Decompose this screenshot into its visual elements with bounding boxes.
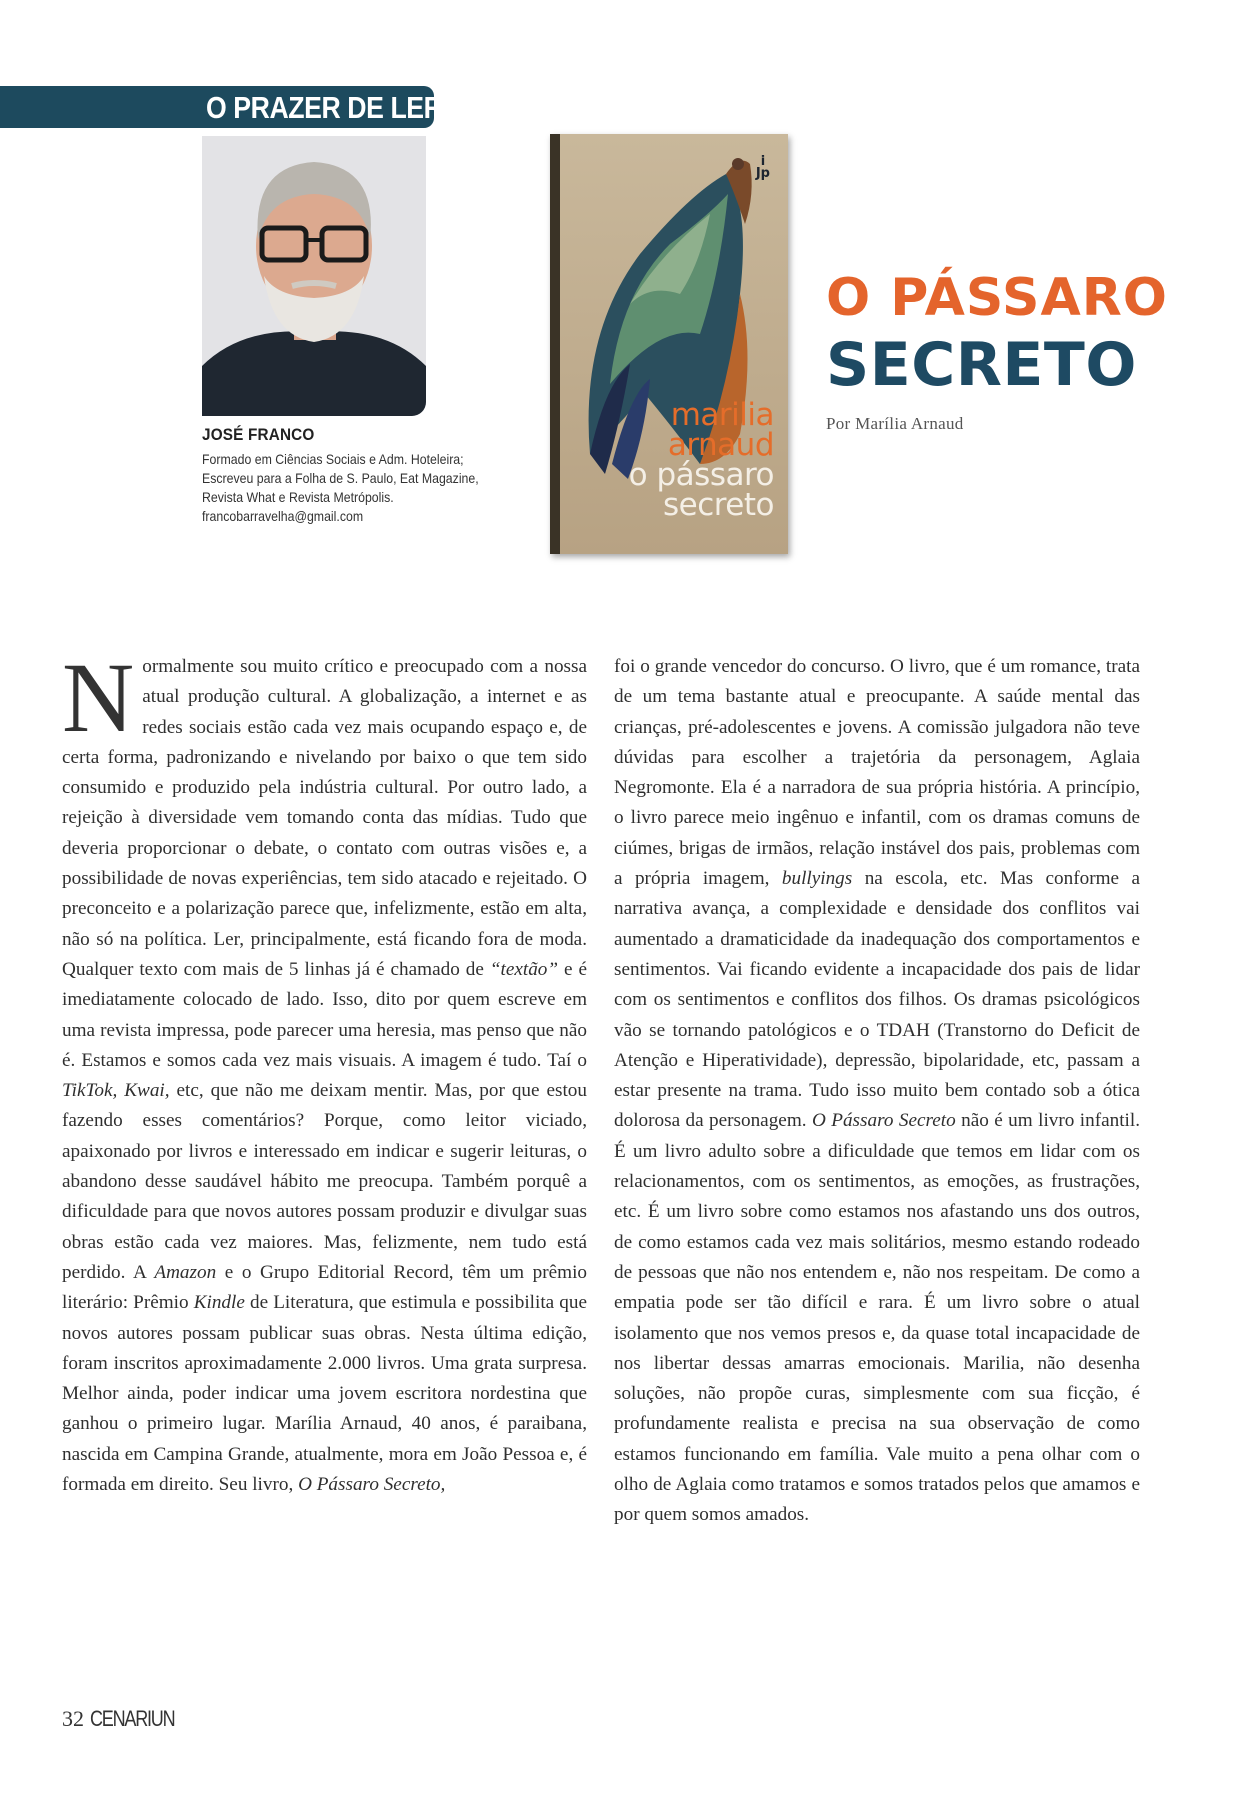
cover-title [628, 397, 774, 523]
cover-title-line: secreto [662, 487, 774, 523]
author-bio-line: Escreveu para a Folha de S. Paulo, Eat Magazine, [202, 470, 479, 486]
article-column-left [62, 642, 588, 1500]
paragraph-text: etc, que não me deixam mentir. Mas, por que estou fazendo esses comentários? Porque, como leitor viciado, apaixonado por livros e interessado em indicar e sugerir leituras, o abandono desse saudável hábito me preocupa. Também porquê a dificuldade para que novos autores possam produzir e divulgar suas obras estão cada vez maiores. Mas, felizmente, nem tudo está perdido. A [62, 1080, 587, 1283]
article-byline: Por Marília Arnaud [826, 414, 964, 433]
book-cover [550, 134, 788, 554]
emphasis-text: Amazon [154, 1261, 217, 1283]
emphasis-text: O Pássaro Secreto, [298, 1474, 446, 1496]
cover-author-line: arnaud [667, 427, 774, 463]
paragraph-text: e é imediatamente colocado de lado. Isso, dito por quem escreve em uma revista impressa, pode parecer uma heresia, mas penso que não é. Estamos e somos cada vez mais visuais. A imagem é tudo. Taí o [62, 958, 588, 1071]
paragraph-text: e o Grupo Editorial Record, têm um prêmio literário: Prêmio [62, 1261, 588, 1314]
article-title-line2: SECRETO [826, 330, 1137, 400]
emphasis-text: O Pássaro Secreto [811, 1110, 956, 1132]
emphasis-text: “textão” [489, 958, 559, 980]
author-portrait-icon [202, 136, 426, 416]
author-photo [202, 136, 426, 416]
cover-title-line: o pássaro [628, 457, 774, 493]
page-footer [62, 1706, 193, 1732]
cover-author-line: marilia [670, 397, 774, 433]
drop-cap: N [62, 642, 135, 753]
section-banner [0, 86, 443, 128]
emphasis-text: TikTok, Kwai, [62, 1080, 170, 1102]
article-title-line1: O PÁSSARO [826, 268, 1168, 328]
paragraph-text: não é um livro infantil. É um livro adulto sobre a dificuldade que temos em lidar com os relacionamentos, com os sentimentos, as emoções, as frustrações, etc. É um livro sobre como estamos nos afastando uns dos outros, de como estamos cada vez mais solitários, mesmo estando rodeado de pessoas que não nos entendem e, não nos respeitam. De como a empatia pode ser tão difícil e rara. É um livro sobre o atual isolamento que nos vemos presos e, da quase total incapacidade de nos libertar dessas amarras emocionais. Marilia, não desenha soluções, não propõe curas, simplesmente com sua ficção, é profundamente realista e precisa na sua observação de como estamos funcionando em família. Vale muito a pena olhar com o olho de Aglaia como tratamos e somos tratados pelos que amamos e por quem somos amados. [614, 1110, 1140, 1526]
section-title: O PRAZER DE LER [206, 90, 443, 125]
magazine-logo: CENARIUN [90, 1706, 175, 1731]
paragraph-text: ormalmente sou muito crítico e preocupado com a nossa atual produção cultural. A globalização, a internet e as redes sociais estão cada vez mais ocupando espaço e, de certa forma, padronizando e nivelando por baixo o que tem sido consumido e produzido pela indústria cultural. Por outro lado, a rejeição à diversidade vem tomando conta das mídias. Tudo que deveria proporcionar o debate, o contato com outras visões e, a possibilidade de novas experiências, tem sido atacado e rejeitado. O preconceito e a polarização parece que, infelizmente, estão em alta, não só na política. Ler, principalmente, está ficando fora de moda. Qualquer texto com mais de 5 linhas já é chamado de [62, 656, 587, 980]
paragraph-text: na escola, etc. Mas conforme a narrativa avança, a complexidade e densidade dos conflitos vai aumentado a dramaticidade da inadequação dos comportamentos e sentimentos. Vai ficando evidente a incapacidade dos pais de lidar com os sentimentos e conflitos dos filhos. Os dramas psicológicos vão se tornando patológicos e o TDAH (Transtorno do Deficit de Atenção e Hiperatividade), depressão, bipolaridade, etc, passam a estar presente na trama. Tudo isso muito bem contado sob a ótica dolorosa da personagem. [614, 868, 1141, 1132]
author-bio [202, 450, 536, 526]
paragraph-text: foi o grande vencedor do concurso. O livro, que é um romance, trata de um tema bastante atual e preocupante. A saúde mental das crianças, pré-adolescentes e jovens. A comissão julgadora não teve dúvidas para escolher a trajetória da personagem, Aglaia Negromonte. Ela é a narradora de sua própria história. A princípio, o livro parece meio ingênuo e infantil, com os dramas comuns de ciúmes, brigas de irmãos, relação instável dos pais, problemas com a própria imagem, [614, 656, 1140, 890]
publisher-mark: i Jp [755, 154, 770, 181]
author-email: francobarravelha@gmail.com [202, 508, 364, 524]
emphasis-text: bullyings [781, 868, 853, 890]
page-number: 32 [62, 1706, 84, 1731]
emphasis-text: Kindle [193, 1292, 245, 1314]
paragraph-text: de Literatura, que estimula e possibilita que novos autores possam publicar suas obras. Nesta última edição, foram inscritos aproximadamente 2.000 livros. Uma grata surpresa. Melhor ainda, poder indicar uma jovem escritora nordestina que ganhou o primeiro lugar. Marília Arnaud, 40 anos, é paraibana, nascida em Campina Grande, atualmente, mora em João Pessoa e, é formada em direito. Seu livro, [62, 1292, 587, 1496]
article-column-right [614, 652, 1140, 1531]
author-bio-line: Formado em Ciências Sociais e Adm. Hoteleira; [202, 451, 464, 467]
author-bio-line: Revista What e Revista Metrópolis. [202, 489, 394, 505]
author-name: JOSÉ FRANCO [202, 425, 315, 444]
author-info [202, 425, 532, 526]
